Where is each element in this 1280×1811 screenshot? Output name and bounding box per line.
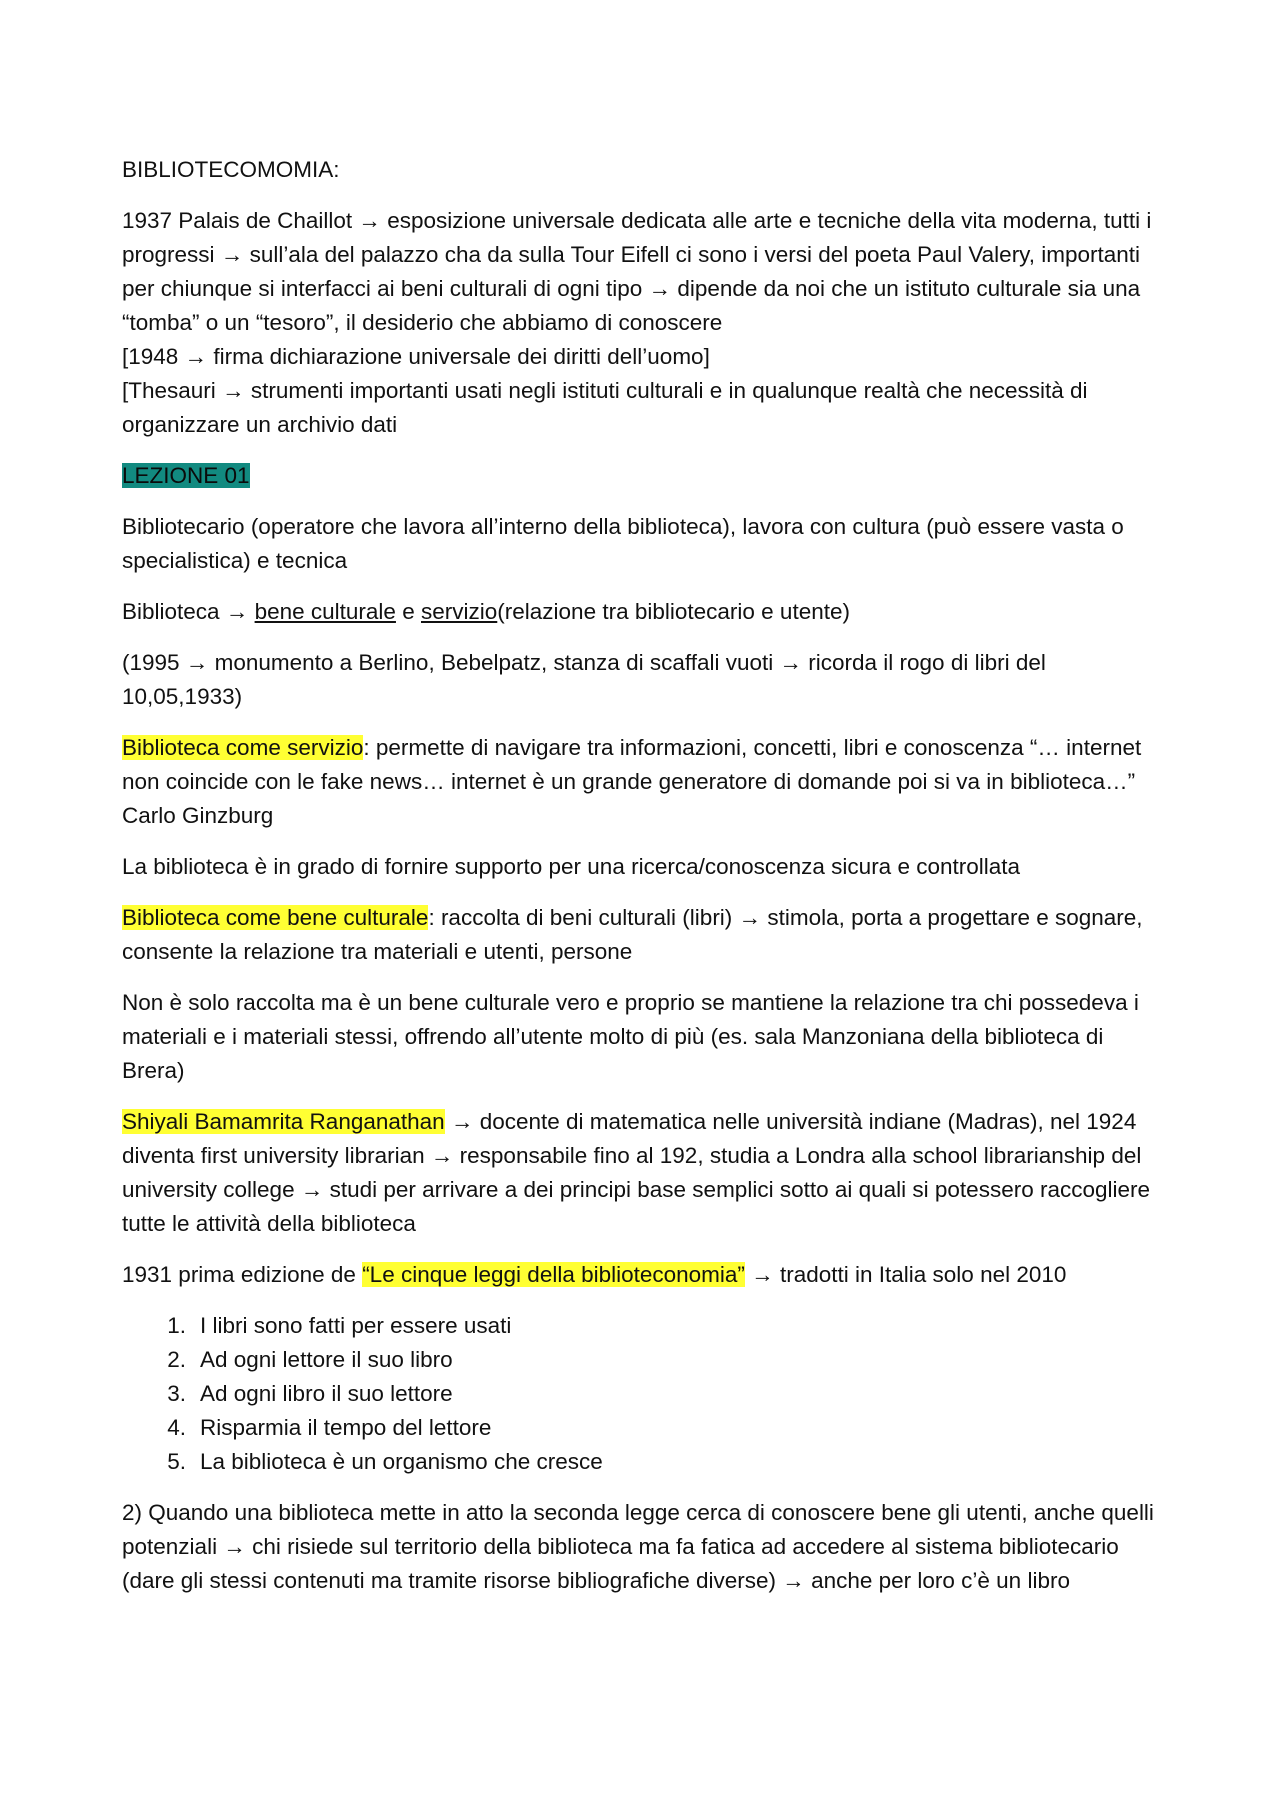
arrow-icon: → — [648, 276, 672, 301]
arrow-icon: → — [358, 208, 381, 233]
arrow-icon: → — [220, 242, 244, 267]
arrow-icon: → — [738, 905, 762, 930]
doc-title: BIBLIOTECOMOMIA: — [122, 157, 340, 182]
list-item: 1. I libri sono fatti per essere usati — [167, 1313, 512, 1338]
arrow-icon: → — [225, 599, 249, 624]
underlined-term: servizio — [421, 599, 498, 624]
list-item: 3. Ad ogni libro il suo lettore — [167, 1381, 453, 1406]
underlined-term: bene culturale — [254, 599, 396, 624]
arrow-icon: → — [223, 1534, 246, 1559]
arrow-icon: → — [430, 1143, 454, 1168]
paragraph-biblioteca: Biblioteca → bene culturale e servizio(relazione tra bibliotecario e utente) — [122, 599, 850, 624]
highlighted-title: “Le cinque leggi della biblioteconomia” — [362, 1262, 745, 1287]
document-body — [122, 153, 1172, 1615]
arrow-icon: → — [751, 1262, 774, 1287]
list-item: 5. La biblioteca è un organismo che cresce — [167, 1449, 603, 1474]
paragraph-bibliotecario: Bibliotecario (operatore che lavora all’interno della biblioteca), lavora con cultura (può essere vasta o specialistica) e tecnica — [122, 514, 1124, 573]
paragraph-1931: 1931 prima edizione de “Le cinque leggi della biblioteconomia” → tradotti in Italia solo nel 2010 — [122, 1262, 1067, 1287]
intro-paragraph: 1937 Palais de Chaillot → esposizione universale dedicata alle arte e tecniche della vita moderna, tutti i progressi → sull’ala del palazzo cha da sulla Tour Eifell ci sono i versi del poeta Paul Valery, importanti per chiunque si interfacci ai beni culturali di ogni tipo → dipende da noi che un istituto culturale sia una “tomba” o un “tesoro”, il desiderio che abbiamo di conoscere [1948 → firma dichiarazione universale dei diritti dell’uomo] [Thesauri → strumenti importanti usati negli istituti culturali e in qualunque realtà che necessità di organizzare un archivio dati — [122, 208, 1152, 437]
lesson-heading — [122, 459, 1172, 493]
highlighted-term: Biblioteca come bene culturale — [122, 905, 429, 930]
arrow-icon: → — [222, 378, 245, 403]
arrow-icon: → — [450, 1109, 474, 1134]
five-laws-list — [122, 1309, 1172, 1479]
paragraph-supporto: La biblioteca è in grado di fornire supporto per una ricerca/conoscenza sicura e controllata — [122, 854, 1021, 879]
arrow-icon: → — [184, 344, 208, 369]
paragraph-servizio: Biblioteca come servizio: permette di navigare tra informazioni, concetti, libri e conoscenza “… internet non coincide con le fake news… internet è un grande generatore di domande poi si va in biblioteca…” Carlo Ginzburg — [122, 735, 1142, 828]
list-item: 2. Ad ogni lettore il suo libro — [167, 1347, 453, 1372]
list-item: 4. Risparmia il tempo del lettore — [167, 1415, 492, 1440]
lesson-label: LEZIONE 01 — [122, 463, 250, 488]
paragraph-seconda-legge: 2) Quando una biblioteca mette in atto la seconda legge cerca di conoscere bene gli utenti, anche quelli potenziali → chi risiede sul territorio della biblioteca ma fa fatica ad accedere al sistema bibliotecario (dare gli stessi contenuti ma tramite risorse bibliografiche diverse) → anche per loro c’è un libro — [122, 1500, 1154, 1593]
arrow-icon: → — [185, 650, 209, 675]
arrow-icon: → — [782, 1568, 805, 1593]
paragraph-bene-culturale: Biblioteca come bene culturale: raccolta di beni culturali (libri) → stimola, porta a progettare e sognare, consente la relazione tra materiali e utenti, persone — [122, 905, 1143, 964]
highlighted-term: Biblioteca come servizio — [122, 735, 364, 760]
paragraph-1995: (1995 → monumento a Berlino, Bebelpatz, stanza di scaffali vuoti → ricorda il rogo di libri del 10,05,1933) — [122, 650, 1046, 709]
paragraph-ranganathan: Shiyali Bamamrita Ranganathan → docente di matematica nelle università indiane (Madras), nel 1924 diventa first university librarian → responsabile fino al 192, studia a Londra alla school librarianship del university college → studi per arrivare a dei principi base semplici sotto ai quali si potessero raccogliere tutte le attività della biblioteca — [122, 1109, 1151, 1236]
arrow-icon: → — [779, 650, 802, 675]
arrow-icon: → — [300, 1177, 324, 1202]
highlighted-term: Shiyali Bamamrita Ranganathan — [122, 1109, 445, 1134]
paragraph-raccolta: Non è solo raccolta ma è un bene culturale vero e proprio se mantiene la relazione tra chi possedeva i materiali e i materiali stessi, offrendo all’utente molto di più (es. sala Manzoniana della biblioteca di Brera) — [122, 990, 1139, 1083]
